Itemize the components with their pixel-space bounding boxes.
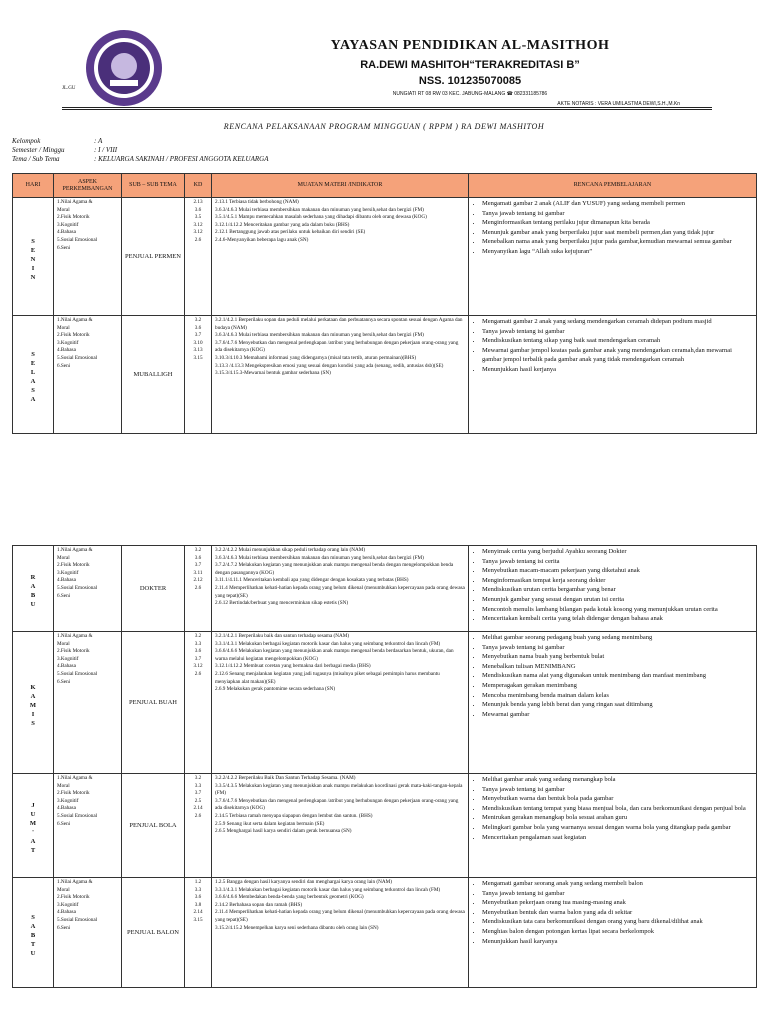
rencana-cell — [469, 632, 757, 774]
kd-cell: 3.2 3.6 3.7 3.11 2.12 2.6 — [185, 546, 212, 632]
rencana-item: • Menginformasikan tentang perilaku jujur dimanapun kita berada — [482, 218, 753, 228]
rencana-item: • Menyanyikan lagu “Allah suka kejujuran” — [482, 247, 753, 257]
aspek-item: 4.Bahasa — [57, 577, 76, 584]
aspek-item: 1.Nilai Agama & — [57, 879, 93, 885]
aspek-item: 3.Kognitif — [57, 221, 79, 228]
rencana-item: • Mewarnai gambar — [482, 710, 753, 720]
document-title: RENCANA PELAKSANAAN PROGRAM MINGGUAN ( RPPM ) RA DEWI MASHITOH — [223, 122, 545, 131]
rencana-item: • Mengamati gambar 2 anak (ALIF dan YUSUF) yang sedang membeli permen — [482, 199, 753, 209]
rencana-item: • Melihat gambar anak yang sedang menangkap bola — [482, 775, 753, 785]
rencana-item: • Menginformasikan tempat kerja seorang dokter — [482, 576, 753, 586]
muatan-cell: 3.2.2/4.2.2 Mulai menunjukkan sikap peduli terhadap orang lain (NAM) 3.6.3/4.6.3 Mulai terbiasa membersihkan makanan dan minuman yang bersih,sehat dan bergizi (FM) 3.7.2/4.7.2 Melakukan kegiatan yang menunjukkan anak mampu mengenal benda dengan mengelompokkan benda dengan pasangannya (KOG) 3.11.1/4.11.1 Menceritakan kembali apa yang didengar dengan kosakata yang terbatas (BHS) 2.11.4 Memperlihatkan kehati-hatian kepada orang yang belum dikenal (menumbuhkan kepercayaan pada orang dewasa yang tepat)(SE) 2.6.12 Bertindak/berbuat yang mencerminkan sikap estetis (SN) — [212, 546, 469, 632]
rencana-item: • Tanya jawab tentang isi gambar — [482, 785, 753, 795]
rencana-item: • Menunjuk benda yang lebih berat dan yang ringan saat ditimbang — [482, 700, 753, 710]
aspek-item: 3.Kognitif — [57, 901, 79, 908]
rencana-item: • Menghias balon dengan potongan kertas lipat secara berkelompok — [482, 927, 753, 937]
kd-cell: 3.2 3.3 3.7 2.5 2.14 2.6 — [185, 774, 212, 878]
aspek-item: 1.Nilai Agama & — [57, 775, 93, 781]
muatan-cell: 3.2.1/4.2.1 Berperilaku baik dan santun terhadap sesama (NAM) 3.3.1/4.3.1 Melakukan berbagai kegiatan motorik kasar dan halus yang seimbang terkontrol dan lincah (FM) 3.6.6/4.6.6 Melakukan kegiatan yang menunjukkan anak mampu mengenal benda berdasarkan bentuk, ukuran, dan warna melalui kegiatan mengelompokkan (KOG) 3.12.1/4.12.2 Membuat coretan yang bermakna dari berbagai media (BHS) 2.12.6 Senang menjalankan kegiatan yang jadi tugasnya (misalnya piket sebagai pemimpin harus membantu menyiapkan alat makan)(SE) 2.6.9 Melakukan gerak pantomime secara sederhana (SN) — [212, 632, 469, 774]
aspek-item: 2.Fisik Motorik — [57, 894, 90, 901]
aspek-item: 2.Fisik Motorik — [57, 332, 90, 339]
aspek-item: 3.Kognitif — [57, 797, 79, 804]
rencana-item: • Mencontoh menulis lambang bilangan pada kotak kosong yang menunjukkan urutan cerita — [482, 605, 753, 615]
rencana-item: • Menebalkan tulisan MENIMBANG — [482, 662, 753, 672]
rencana-item: • Menebalkan nama anak yang berperilaku jujur pada gambar,kemudian mewarnai semua gambar — [482, 237, 753, 247]
aspek-item: 2.Fisik Motorik — [57, 562, 90, 569]
aspek-item: 4.Bahasa — [57, 663, 76, 670]
day-cell: J U M ' A T — [13, 774, 54, 878]
kd-cell: 1.2 3.3 3.6 3.8 2.14 3.15 — [185, 878, 212, 988]
table-row — [13, 774, 757, 878]
rencana-list — [472, 879, 753, 946]
meta-line: Tema / Sub Tema : KELUARGA SAKINAH / PROFESI ANGGOTA KELUARGA — [12, 155, 269, 163]
aspek-item: 6.Seni — [57, 924, 71, 931]
aspek-item: 6.Seni — [57, 678, 71, 685]
muatan-cell: 3.2.1/4.2.1 Berperilaku sopan dan peduli melalui perkataan dan perbuatannya secara spontan sesuai dengan Agama dan budaya (NAM) 3.6.3/4.6.3 Mulai terbiasa membersihkan makanan dan minuman yang bersih,sehat dan bergizi (FM) 3.7.6/4.7.6 Menyebutkan dan mengenal perlengkapan /atribut yang berhubungan dengan pekerjaan orang-orang yang ada disekitarnya (KOG) 3.10.3/4.10.3 Memahami informasi yang didengarnya (misal tata tertib, aturan permainan)(BHS) 3.13.3 /4.13.3 Mengekspresikan emosi yang sesuai dengan kondisi yang ada (senang, sedih, antusias dsb)(SE) 3.15.3/4.15.3-Mewarnai bentuk gambar sederhana (SN) — [212, 316, 469, 434]
aspek-item: 4.Bahasa — [57, 229, 76, 236]
plan-table-page-2 — [12, 545, 757, 988]
school-name: RA.DEWI MASHITOH“TERAKREDITASI B” — [360, 59, 580, 71]
aspek-cell — [54, 878, 122, 988]
muatan-cell: 2.13.1 Terbiasa tidak berbohong (NAM) 3.6.3/4.6.3 Mulai terbiasa membersihkan makanan dan minuman yang bersih,sehat dan bergizi (FM) 3.5.1/4.5.1 Mampu memecahkan masalah sederhana yang dihadapi dibantu oleh orang dewasa (KOG) 3.12.1/4.12.2 Menceritakan gambar yang ada dalam buku (BHS) 2.12.1 Bertanggung jawab atas perilaku untuk kebaikan diri sendiri (SE) 2.4.6-Menyanyikan beberapa lagu anak (SN) — [212, 198, 469, 316]
aspek-item: 1.Nilai Agama & — [57, 199, 93, 205]
subtema-cell: PENJUAL BOLA — [122, 774, 185, 878]
aspek-item: 2.Fisik Motorik — [57, 790, 90, 797]
rencana-item: • Mencoba menimbang benda mainan dalam kelas — [482, 691, 753, 701]
aspek-item: Moral — [57, 782, 70, 789]
aspek-item: Moral — [57, 206, 70, 213]
aspek-item: 1.Nilai Agama & — [57, 633, 93, 639]
rencana-item: • Menyimak cerita yang berjudul Ayahku seorang Dokter — [482, 547, 753, 557]
muatan-cell: 1.2.5 Bangga dengan hasil karyanya sendiri dan menghargai karya orang lain (NAM) 3.3.1/4.3.1 Melakukan berbagai kegiatan motorik kasar dan halus yang seimbang terkontrol dan lincah (FM) 3.6.6/4.6.6 Membedakan benda-benda yang berbentuk geometri (KOG) 2.14.2 Berbahasa sopan dan ramah (BHS) 2.11.4 Memperlihatkan kehati-hatian kepada orang yang belum dikenal (menumbuhkan kepercayaan pada orang dewasa yang tepat)(SE) 3.15.2/4.15.2 Menempelkan karya seni sederhana dibantu oleh orang lain (SN) — [212, 878, 469, 988]
meta-line: Semester / Minggu : I / VIII — [12, 146, 118, 154]
rencana-item: • Menceritakan pengalaman saat kegiatan — [482, 833, 753, 843]
aspek-item: 4.Bahasa — [57, 347, 76, 354]
col-muatan: MUATAN MATERI /INDIKATOR — [212, 174, 469, 198]
aspek-item: 6.Seni — [57, 244, 71, 251]
aspek-cell — [54, 316, 122, 434]
rencana-list — [472, 547, 753, 624]
table-row — [13, 198, 757, 316]
aspek-item: 4.Bahasa — [57, 805, 76, 812]
rencana-list — [472, 199, 753, 257]
subtema-cell: MUBALLIGH — [122, 316, 185, 434]
aspek-item: 3.Kognitif — [57, 569, 79, 576]
rencana-item: • Mendiskusikan urutan cerita bergambar yang benar — [482, 585, 753, 595]
col-kd: KD — [185, 174, 212, 198]
rencana-item: • Menyebutkan bentuk dan warna balon yang ada di sekitar — [482, 908, 753, 918]
rencana-item: • Menunjuk gambar anak yang berperilaku jujur saat membeli permen,dan yang tidak jujur — [482, 228, 753, 238]
day-cell: S A B T U — [13, 878, 54, 988]
subtema-cell: PENJUAL PERMEN — [122, 198, 185, 316]
aspek-item: 6.Seni — [57, 820, 71, 827]
subtema-cell: PENJUAL BALON — [122, 878, 185, 988]
meta-line: Kelompok : A — [12, 137, 103, 145]
table-row — [13, 878, 757, 988]
subtema-cell: DOKTER — [122, 546, 185, 632]
rencana-cell — [469, 546, 757, 632]
rencana-item: • Menunjukkan hasil kerjanya — [482, 365, 753, 375]
subtema-cell: PENJUAL BUAH — [122, 632, 185, 774]
rencana-item: • Mendiskusikan tentang tempat yang biasa menjual bola, dan cara berkomunikasi dengan penjual bola — [482, 804, 753, 814]
logo-caption: JL.GU — [62, 86, 76, 91]
aspek-item: 1.Nilai Agama & — [57, 547, 93, 553]
aspek-item: 5.Sosial Emosional — [57, 812, 98, 819]
rencana-item: • Tanya jawab tentang isi cerita — [482, 557, 753, 567]
day-cell: S E N I N — [13, 198, 54, 316]
table-row — [13, 316, 757, 434]
rencana-item: • Mengamati gambar 2 anak yang sedang mendengarkan ceramah didepan podium masjid — [482, 317, 753, 327]
aspek-item: 2.Fisik Motorik — [57, 648, 90, 655]
foundation-name: YAYASAN PENDIDIKAN AL-MASITHOH — [330, 38, 610, 53]
rencana-item: • Memperagakan gerakan menimbang — [482, 681, 753, 691]
aspek-item: 5.Sosial Emosional — [57, 670, 98, 677]
rencana-item: • Menyebutkan nama buah yang berbentuk bulat — [482, 652, 753, 662]
meta-block — [12, 137, 268, 164]
letterhead — [260, 38, 680, 107]
day-cell: K A M I S — [13, 632, 54, 774]
aspek-item: 5.Sosial Emosional — [57, 236, 98, 243]
col-hari: HARI — [13, 174, 54, 198]
aspek-item: 3.Kognitif — [57, 655, 79, 662]
kd-cell: 3.2 3.6 3.7 3.10 3.13 3.15 — [185, 316, 212, 434]
col-subtema: SUB – SUB TEMA — [122, 174, 185, 198]
day-cell: R A B U — [13, 546, 54, 632]
aspek-item: 3.Kognitif — [57, 339, 79, 346]
rencana-cell — [469, 198, 757, 316]
rencana-item: • Menunjuk gambar yang sesuai dengan urutan isi cerita — [482, 595, 753, 605]
plan-table-page-1 — [12, 173, 757, 434]
header-rule — [62, 107, 712, 108]
aspek-item: 1.Nilai Agama & — [57, 317, 93, 323]
rencana-item: • Menyebutkan macam-macam pekerjaan yang diketahui anak — [482, 566, 753, 576]
aspek-item: 5.Sosial Emosional — [57, 916, 98, 923]
rencana-item: • Mengamati gambar seorang anak yang sedang membeli balon — [482, 879, 753, 889]
address: NUNGIATI RT 08 RW 03 KEC. JABUNG-MALANG ☎ 082331185786 — [392, 91, 548, 97]
rencana-list — [472, 775, 753, 842]
aspek-cell — [54, 546, 122, 632]
rencana-cell — [469, 774, 757, 878]
rencana-item: • Tanya jawab tentang isi gambar — [482, 889, 753, 899]
rencana-item: • Menirukan gerakan menangkap bola sesuai arahan guru — [482, 813, 753, 823]
header-rule — [62, 109, 712, 110]
aspek-item: Moral — [57, 554, 70, 561]
rencana-item: • Menceritakan kembali cerita yang telah didengar dengan bahasa anak — [482, 614, 753, 624]
kd-cell: 3.2 3.3 3.6 3.7 3.12 2.6 — [185, 632, 212, 774]
rencana-item: • Melingkari gambar bola yang warnanya sesuai dengan warna bola yang ditangkap pada gambar — [482, 823, 753, 833]
aspek-item: 6.Seni — [57, 362, 71, 369]
aspek-item: 6.Seni — [57, 592, 71, 599]
kd-cell: 2.13 3.6 3.5 3.12 3.12 2.6 — [185, 198, 212, 316]
rencana-item: • Tanya jawab tentang isi gambar — [482, 209, 753, 219]
aspek-cell — [54, 198, 122, 316]
rencana-item: • Mendiskusikan tentang sikap yang baik saat mendengarkan ceramah — [482, 336, 753, 346]
aspek-item: 5.Sosial Emosional — [57, 354, 98, 361]
col-aspek: ASPEK PERKEMBANGAN — [54, 174, 122, 198]
rencana-list — [472, 317, 753, 375]
table-row — [13, 632, 757, 774]
rencana-cell — [469, 878, 757, 988]
muatan-cell: 3.2.2/4.2.2 Berperilaku Baik Dan Santun Terhadap Sesama. (NAM) 3.3.5/4.3.5 Melakukan kegiatan yang menunjukkan anak mampu melakukan koordinasi gerak mata-kaki-tangan-kepala (FM) 3.7.6/4.7.6 Menyebutkan dan mengenal perlengkapan /atribut yang berhubungan dengan pekerjaan orang-orang yang ada disekitarnya (KOG) 2.14.5 Terbiasa ramah menyapa siapapun dengan lembut dan santun. (BHS) 2.5.9 Senang ikut serta dalam kegiatan bermain (SE) 2.6.5 Menghargai hasil karya sendiri dalam gerak bernuansa (SN) — [212, 774, 469, 878]
rencana-item: • Menyebutkan warna dan bentuk bola pada gambar — [482, 794, 753, 804]
aspek-cell — [54, 632, 122, 774]
nss-number: NSS. 101235070085 — [418, 75, 522, 87]
rencana-item: • Menunjukkan hasil karyanya — [482, 937, 753, 947]
rencana-item: • Tanya jawab tentang isi gambar — [482, 327, 753, 337]
aspek-item: 2.Fisik Motorik — [57, 214, 90, 221]
table-row — [13, 546, 757, 632]
aspek-item: Moral — [57, 640, 70, 647]
rencana-item: • Mendiskusikan nama alat yang digunakan untuk menimbang dan manfaat menimbang — [482, 671, 753, 681]
rencana-item: • Menyebutkan pekerjaan orang tua masing-masing anak — [482, 898, 753, 908]
rencana-item: • Mewarnai gambar jempol keatas pada gambar anak yang mendengarkan ceramah,dan mewarnai gambar jempol terbalik pada gambar anak yang tidak mendengarkan ceramah — [482, 346, 753, 365]
aspek-item: 4.Bahasa — [57, 909, 76, 916]
school-logo — [84, 28, 164, 108]
rencana-item: • Tanya jawab tentang isi gambar — [482, 643, 753, 653]
rencana-list — [472, 633, 753, 719]
day-cell: S E L A S A — [13, 316, 54, 434]
rencana-item: • Melihat gambar seorang pedagang buah yang sedang menimbang — [482, 633, 753, 643]
rencana-cell — [469, 316, 757, 434]
aspek-item: Moral — [57, 324, 70, 331]
aspek-item: Moral — [57, 886, 70, 893]
aspek-cell — [54, 774, 122, 878]
notary: AKTE NOTARIS : VERA UMILASTMA DEWI,S.H.,M.Kn — [557, 101, 680, 107]
rencana-item: • Mendiskusikan tata cara berkomunikasi dengan orang yang baru dikenal/dilihat anak — [482, 917, 753, 927]
aspek-item: 5.Sosial Emosional — [57, 584, 98, 591]
col-rencana: RENCANA PEMBELAJARAN — [469, 174, 757, 198]
